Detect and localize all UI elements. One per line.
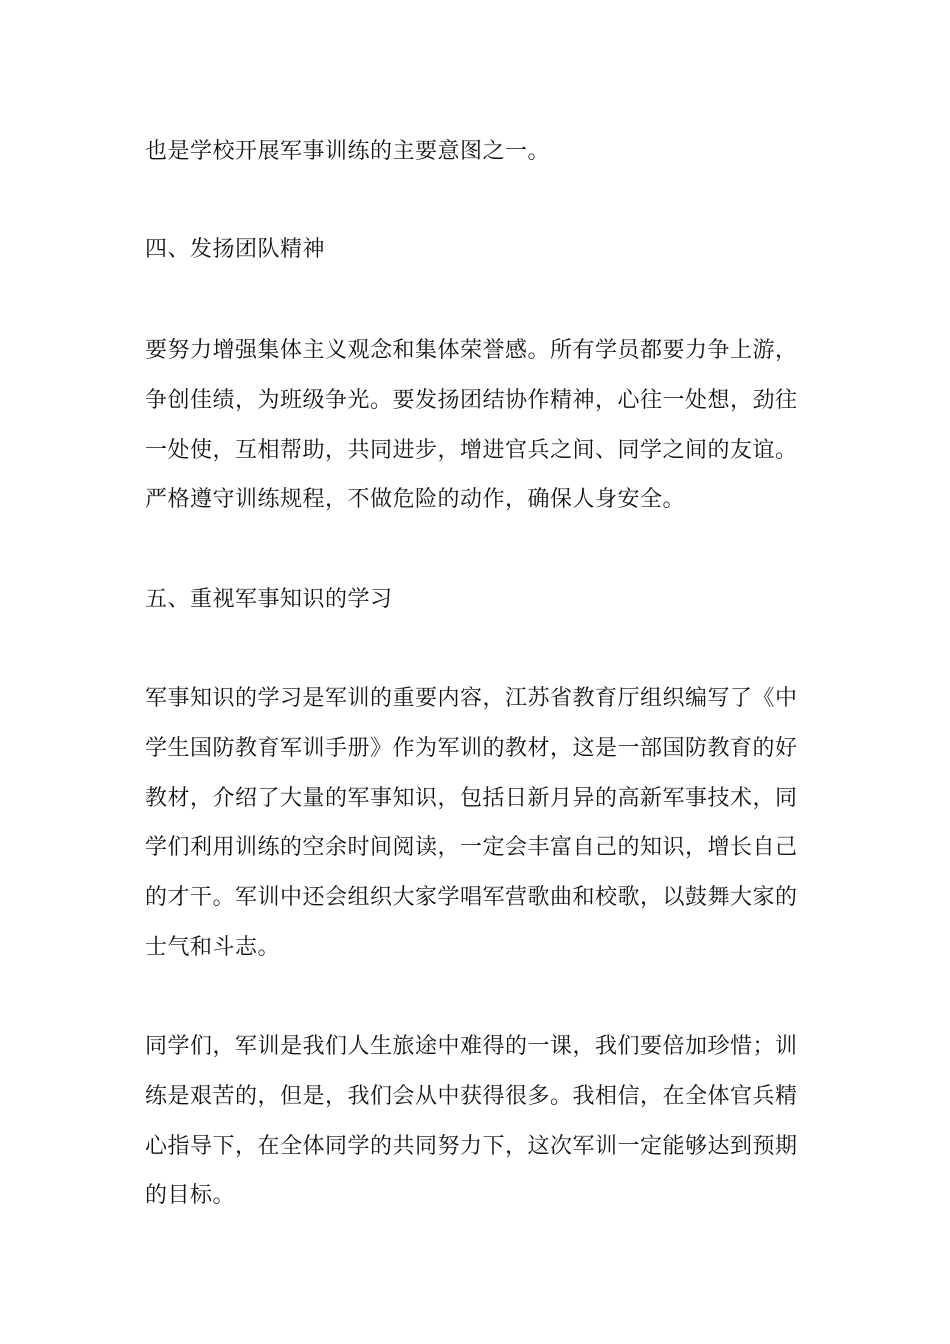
text-line: 军事知识的学习是军训的重要内容，江苏省教育厅组织编写了《中: [145, 686, 798, 711]
text-line: 学生国防教育军训手册》作为军训的教材，这是一部国防教育的好: [145, 736, 798, 761]
text-line: 士气和斗志。: [145, 935, 281, 960]
text-line: 争创佳绩，为班级争光。要发扬团结协作精神，心往一处想，劲往: [145, 388, 798, 413]
text-line: 教材，介绍了大量的军事知识，包括日新月异的高新军事技术，同: [145, 786, 798, 811]
text-line: 的目标。: [145, 1183, 236, 1208]
text-line: 严格遵守训练规程，不做危险的动作，确保人身安全。: [145, 487, 686, 512]
section-heading-military-knowledge: 五、重视军事知识的学习: [145, 587, 393, 612]
text-line: 心指导下，在全体同学的共同努力下，这次军训一定能够达到预期: [145, 1134, 798, 1159]
text-line: 的才干。军训中还会组织大家学唱军营歌曲和校歌，以鼓舞大家的: [145, 885, 798, 910]
text-line: 也是学校开展军事训练的主要意图之一。: [145, 139, 551, 164]
text-line: 同学们，军训是我们人生旅途中难得的一课，我们要倍加珍惜；训: [145, 1034, 798, 1059]
text-line: 要努力增强集体主义观念和集体荣誉感。所有学员都要力争上游，: [145, 338, 798, 363]
section-heading-team-spirit: 四、发扬团队精神: [145, 237, 326, 262]
text-line: 学们利用训练的空余时间阅读，一定会丰富自己的知识，增长自己: [145, 835, 798, 860]
text-line: 练是艰苦的，但是，我们会从中获得很多。我相信，在全体官兵精: [145, 1084, 798, 1109]
text-line: 一处使，互相帮助，共同进步，增进官兵之间、同学之间的友谊。: [145, 438, 798, 463]
